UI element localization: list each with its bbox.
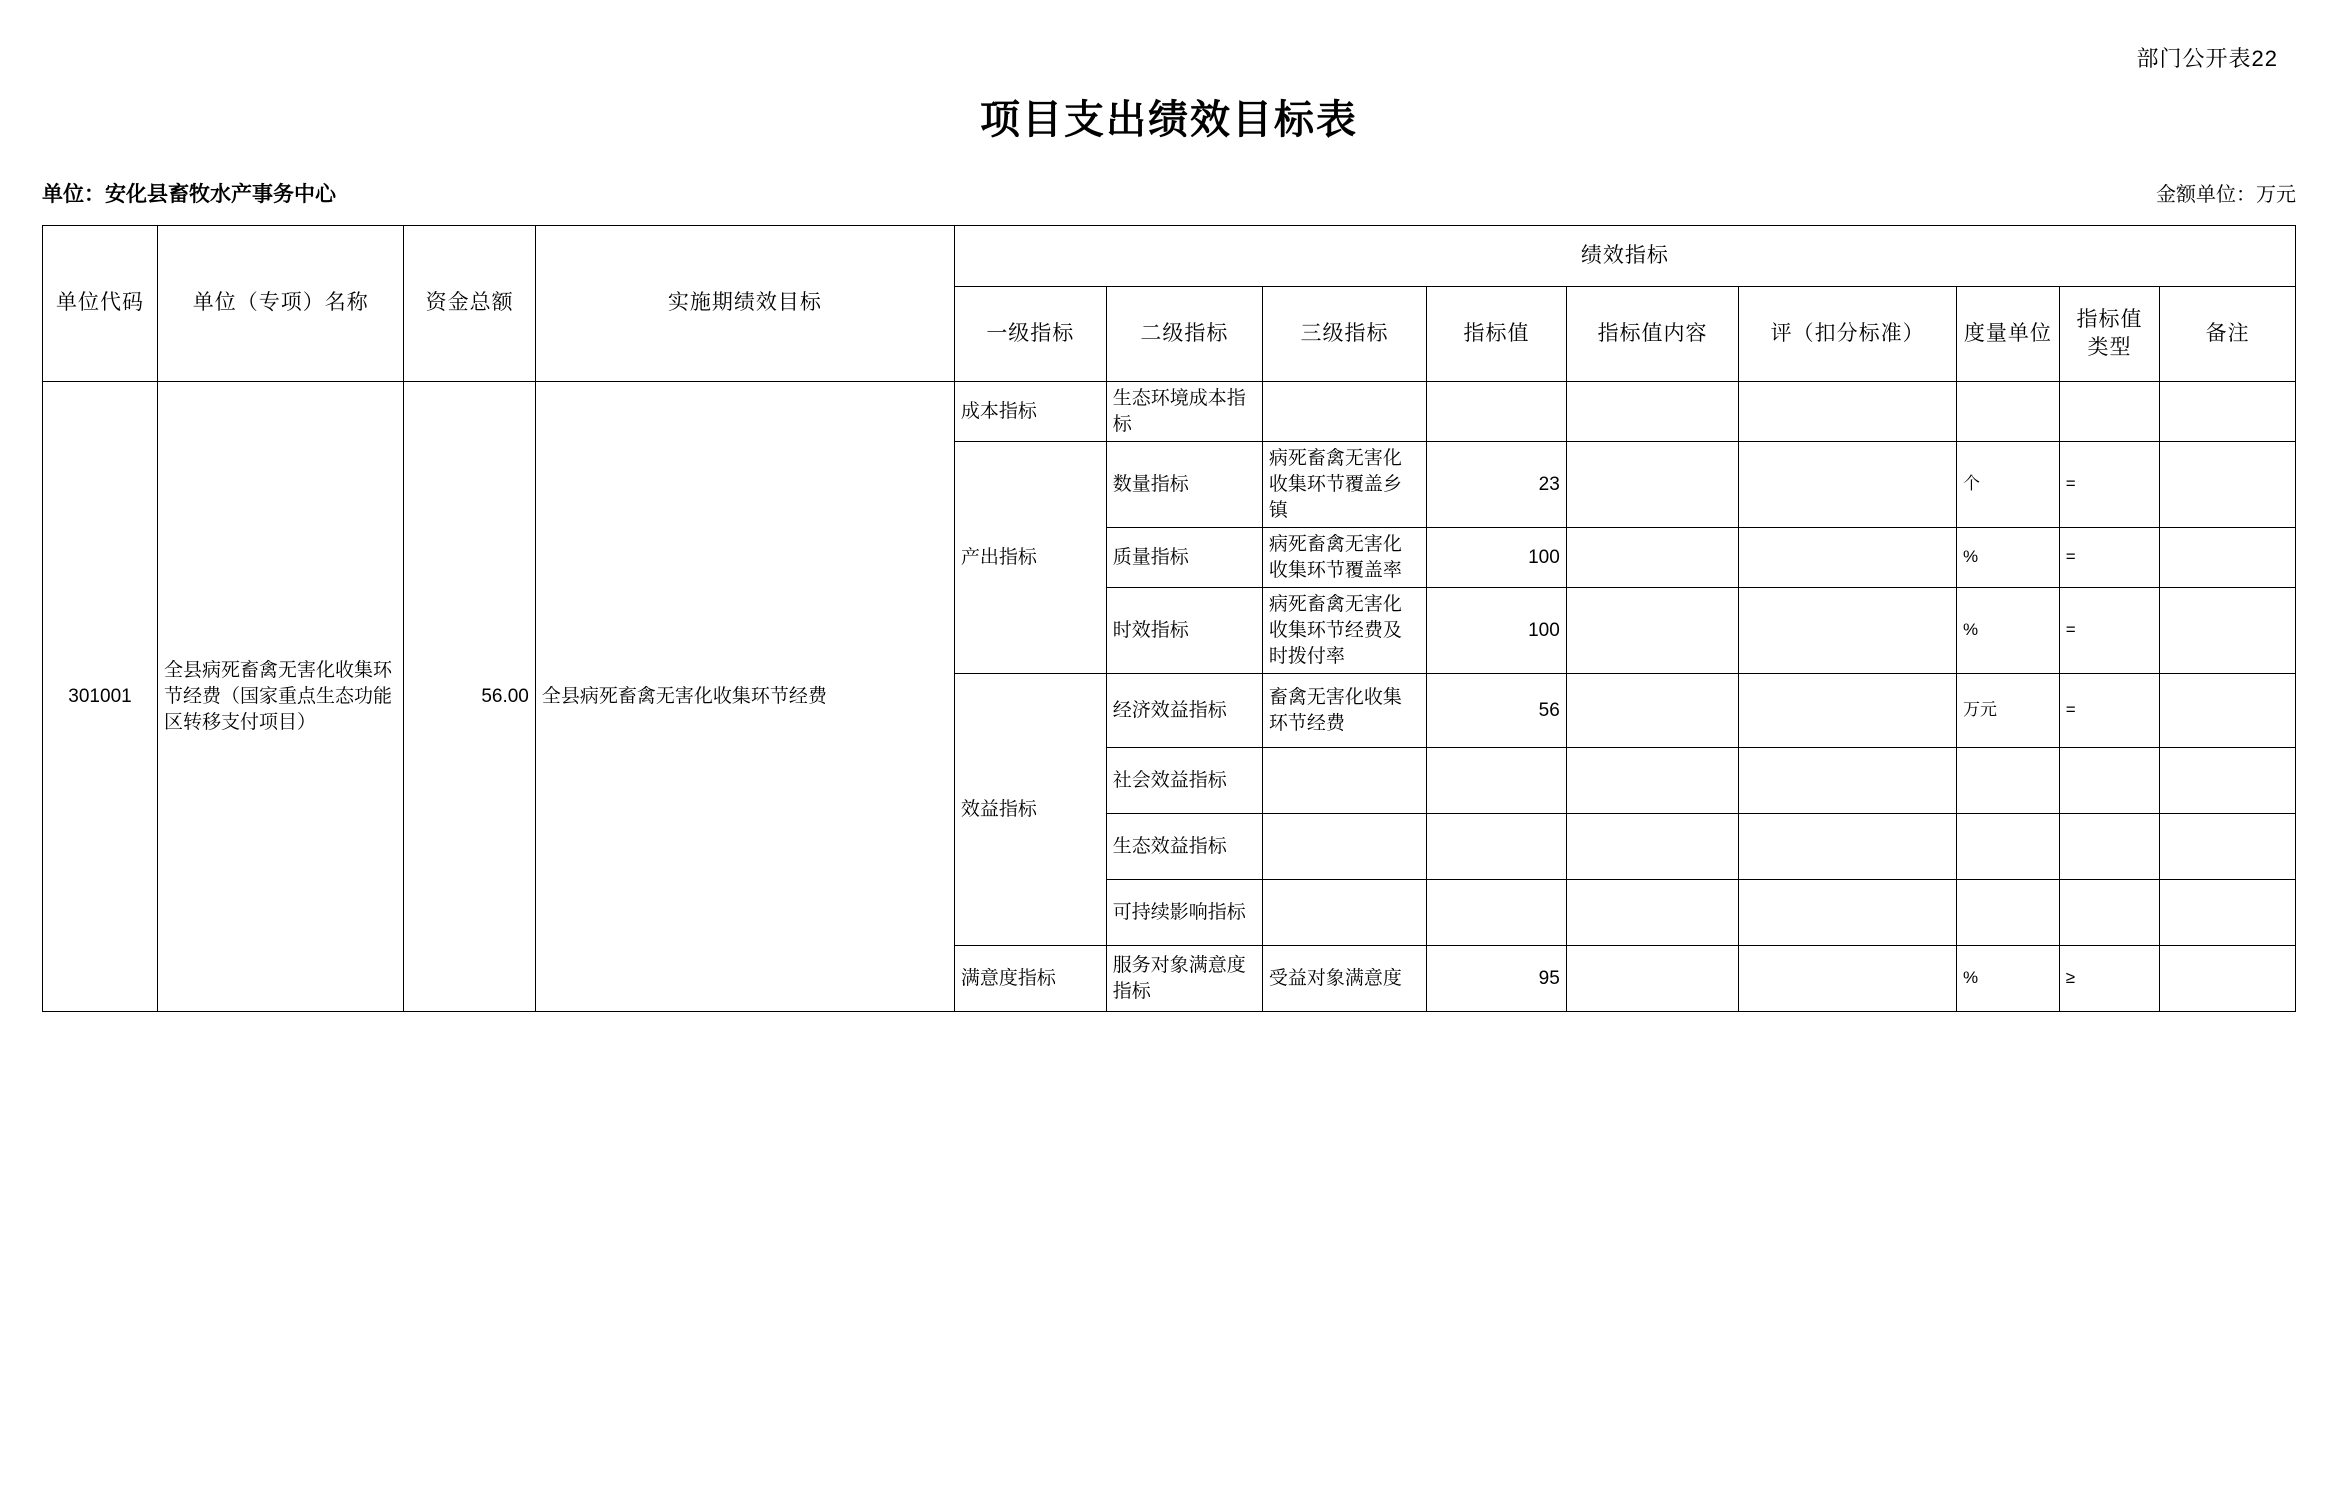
page-title: 项目支出绩效目标表 [980,98,1358,142]
header-total-amount: 资金总额 [404,226,535,382]
header-unit-name: 单位（专项）名称 [158,226,404,382]
cell-level3: 受益对象满意度 [1262,946,1426,1012]
header-performance-indicators: 绩效指标 [954,226,2295,287]
cell-score-standard [1739,946,1957,1012]
cell-score-standard [1739,748,1957,814]
cell-level2: 质量指标 [1106,528,1262,588]
cell-level2: 社会效益指标 [1106,748,1262,814]
meta-row [42,178,2296,208]
header-score-standard: 评（扣分标准） [1739,287,1957,382]
amount-unit-label: 金额单位：万元 [2156,184,2296,206]
cell-value: 95 [1427,946,1567,1012]
cell-measure-unit: % [1957,946,2060,1012]
cell-value-type: = [2059,528,2160,588]
cell-value: 56 [1427,674,1567,748]
cell-level3: 病死畜禽无害化收集环节经费及时拨付率 [1262,588,1426,674]
cell-level2: 生态环境成本指标 [1106,382,1262,442]
header-level3: 三级指标 [1262,287,1426,382]
cell-score-standard [1739,814,1957,880]
cell-remark [2160,814,2296,880]
cell-score-standard [1739,588,1957,674]
cell-value-content [1566,442,1739,528]
cell-value-type [2059,382,2160,442]
cell-unit-code: 301001 [43,382,158,1012]
cell-score-standard [1739,382,1957,442]
cell-value [1427,814,1567,880]
cell-score-standard [1739,880,1957,946]
cell-level3 [1262,748,1426,814]
header-level2: 二级指标 [1106,287,1262,382]
cell-measure-unit: % [1957,528,2060,588]
cell-value-content [1566,814,1739,880]
cell-level3 [1262,880,1426,946]
cell-value-content [1566,748,1739,814]
form-number-note: 部门公开表22 [2136,46,2278,71]
cell-value-content [1566,528,1739,588]
cell-remark [2160,880,2296,946]
cell-remark [2160,528,2296,588]
cell-value-type: = [2059,674,2160,748]
cell-measure-unit: % [1957,588,2060,674]
cell-measure-unit [1957,748,2060,814]
cell-level3 [1262,382,1426,442]
cell-value-content [1566,880,1739,946]
cell-level2: 时效指标 [1106,588,1262,674]
cell-total-amount: 56.00 [404,382,535,1012]
cell-level1: 效益指标 [954,674,1106,946]
cell-remark [2160,674,2296,748]
header-measure-unit: 度量单位 [1957,287,2060,382]
header-value-content: 指标值内容 [1566,287,1739,382]
cell-value: 100 [1427,528,1567,588]
cell-remark [2160,382,2296,442]
unit-label: 单位：安化县畜牧水产事务中心 [42,183,336,206]
cell-value-type [2059,880,2160,946]
cell-value-type: = [2059,588,2160,674]
cell-score-standard [1739,674,1957,748]
header-remark: 备注 [2160,287,2296,382]
cell-unit-name: 全县病死畜禽无害化收集环节经费（国家重点生态功能区转移支付项目） [158,382,404,1012]
cell-score-standard [1739,442,1957,528]
cell-value-type: = [2059,442,2160,528]
cell-level3: 畜禽无害化收集环节经费 [1262,674,1426,748]
header-period-goal: 实施期绩效目标 [535,226,954,382]
cell-value-type: ≥ [2059,946,2160,1012]
cell-value: 100 [1427,588,1567,674]
cell-measure-unit [1957,814,2060,880]
cell-level2: 数量指标 [1106,442,1262,528]
cell-period-goal: 全县病死畜禽无害化收集环节经费 [535,382,954,1012]
cell-measure-unit [1957,382,2060,442]
cell-level1: 满意度指标 [954,946,1106,1012]
cell-remark [2160,588,2296,674]
cell-level3: 病死畜禽无害化收集环节覆盖率 [1262,528,1426,588]
cell-level2: 生态效益指标 [1106,814,1262,880]
cell-level2: 经济效益指标 [1106,674,1262,748]
cell-level3 [1262,814,1426,880]
cell-measure-unit [1957,880,2060,946]
cell-value [1427,748,1567,814]
cell-level2: 服务对象满意度指标 [1106,946,1262,1012]
cell-value-content [1566,382,1739,442]
cell-value-type [2059,748,2160,814]
cell-measure-unit: 万元 [1957,674,2060,748]
cell-value-content [1566,588,1739,674]
cell-value [1427,880,1567,946]
header-value: 指标值 [1427,287,1567,382]
performance-target-table [42,225,2296,1012]
table-row [43,382,2296,442]
cell-score-standard [1739,528,1957,588]
cell-value-type [2059,814,2160,880]
cell-remark [2160,748,2296,814]
cell-remark [2160,442,2296,528]
cell-value [1427,382,1567,442]
cell-remark [2160,946,2296,1012]
header-level1: 一级指标 [954,287,1106,382]
cell-level2: 可持续影响指标 [1106,880,1262,946]
cell-value: 23 [1427,442,1567,528]
header-value-type: 指标值类型 [2059,287,2160,382]
cell-value-content [1566,674,1739,748]
cell-level3: 病死畜禽无害化收集环节覆盖乡镇 [1262,442,1426,528]
cell-level1: 成本指标 [954,382,1106,442]
cell-measure-unit: 个 [1957,442,2060,528]
cell-level1: 产出指标 [954,442,1106,674]
cell-value-content [1566,946,1739,1012]
header-unit-code: 单位代码 [43,226,158,382]
